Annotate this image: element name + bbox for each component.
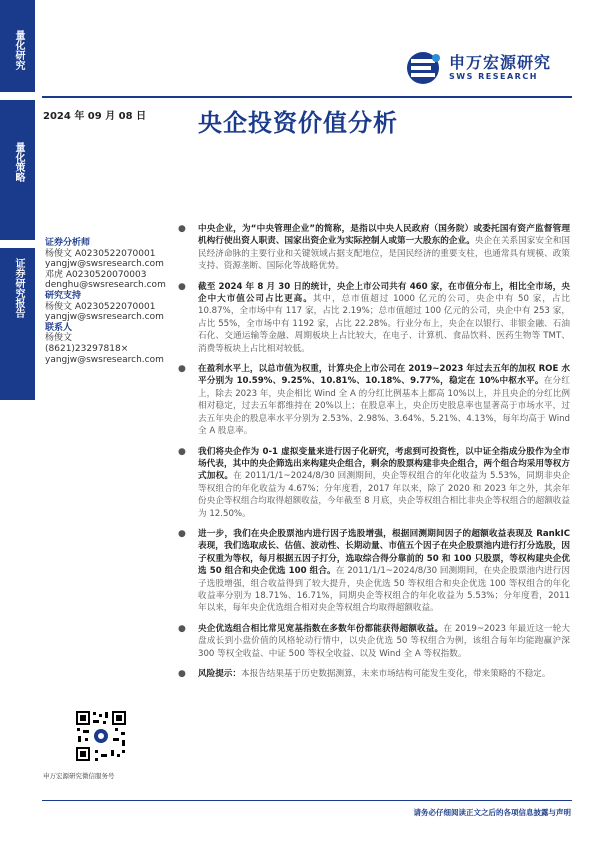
- bullet-bold: 进一步，我们在央企股票池内进行因子选股增强，根据回测期间因子的超额收益表现及 RankIC 表现，我们选取成长、估值、波动性、长期动量、市值五个因子在央企股票池内进行打分选股，因子权重为等权，每月根据五因子打分，选取综合得分靠前的 50 和 100 只股票，等权构建央企优选 50 组合和央企优选 100 组合。: [198, 528, 570, 577]
- summary-bullet: [178, 446, 570, 520]
- bullet-dot: ●: [178, 446, 186, 457]
- disclosure-note: 请务必仔细阅读正文之后的各项信息披露与声明: [413, 808, 571, 817]
- contact-heading: 联系人: [45, 322, 73, 333]
- bullet-text: 央企在关系国家安全和国民经济命脉的主要行业和关键领域占据支配地位，是国民经济的重要支柱，也通常具有规模、政策支持、资源垄断、国际化等战略优势。: [198, 236, 570, 272]
- analyst-email[interactable]: denghu@swsresearch.com: [45, 280, 166, 291]
- summary-bullets: [178, 223, 570, 688]
- analyst-line: 邓虎 A0230520070003: [45, 269, 147, 280]
- bullet-dot: ●: [178, 528, 186, 539]
- summary-bullet: [178, 281, 570, 355]
- logo-english-name: SWS RESEARCH: [449, 72, 538, 81]
- bullet-text: 在 2011/1/1~2024/8/30 回测期间，在央企股票池内进行因子选股增强，组合收益得到了较大提升，央企优选 50 等权组合和央企优选 100 等权组合的年化收益率分别为 18.71%、16.71%，同期央企等权组合的年化收益为 5.53%；分年度看，2011 年以来，每年央企优选组合相对央企等权组合均取得超额收益。: [198, 566, 570, 614]
- sidebar-tag-report-type: 证券研究报告: [13, 258, 24, 318]
- sidebar-tag-quant-strategy: 量化策略: [13, 142, 24, 182]
- bullet-bold: 风险提示：: [198, 669, 241, 679]
- footer-divider: [42, 800, 572, 801]
- bullet-bold: 截至 2024 年 8 月 30 日的统计，央企上市公司共有 460 家，在市值分布上，相比全市场，央企中大市值公司占比更高。: [198, 281, 570, 305]
- bullet-bold: 央企优选组合相比常见宽基指数在多数年份都能获得超额收益。: [198, 623, 444, 634]
- bullet-bold: 中央企业，为“中央管理企业”的简称，是指以中央人民政府（国务院）或委托国有资产监督管理机构行使出资人职责、国家出资企业为实际控制人或第一大股东的企业。: [198, 224, 570, 247]
- research-support-heading: 研究支持: [45, 290, 82, 301]
- contact-email[interactable]: yangjw@swsresearch.com: [45, 354, 164, 365]
- analyst-info: [45, 238, 195, 365]
- contact-phone: (8621)23297818×: [45, 343, 129, 354]
- header-divider: [42, 96, 572, 98]
- bullet-dot: ●: [178, 364, 186, 375]
- summary-bullet: [178, 223, 570, 273]
- summary-bullet: [178, 623, 570, 660]
- bullet-text: 在 2011/1/1~2024/8/30 回测期间，央企等权组合的年化收益为 5.53%，同期非央企等权组合的年化收益为 4.67%；分年度看，2017 年以来，除了 2020 和 2023 年之外，其余年份央企等权组合均取得超额收益，今年截至 8 月底，央企等权组合相比非央企等权组合的超额收益为 12.50%。: [198, 471, 570, 519]
- bullet-text: 其中，总市值超过 1000 亿元的公司，央企中有 50 家，占比 10.87%，全市场中有 117 家，占比 2.19%；总市值超过 100 亿元的公司，央企中有 253 家，占比 55%，全市场中有 1192 家，占比 22.28%。行业分布上，央企在以银行、非银金融、石油石化、交通运输等金融、周期板块上占比较大，在电子、计算机、食品饮料、医药生物等 TMT、消费等板块上占比相对较低。: [198, 294, 570, 354]
- summary-bullet: [178, 668, 570, 680]
- support-email[interactable]: yangjw@swsresearch.com: [45, 312, 164, 323]
- logo-chinese-name: 申万宏源研究: [449, 53, 552, 72]
- summary-bullet: [178, 363, 570, 437]
- bullet-bold: 我们将央企作为 0-1 虚拟变量来进行因子化研究，考虑到可投资性，以中证全指成分股作为全市场代表，其中的央企筛选出来构建央企组合，剩余的股票构建非央企组合，两个组合均采用等权方式加权。: [198, 446, 570, 482]
- bullet-bold: 在盈利水平上，以总市值为权重，计算央企上市公司在 2019~2023 年过去五年的加权 ROE 水平分别为 10.59%、9.25%、10.81%、10.18%、9.77%，稳定在 10%中枢水平。: [198, 364, 570, 387]
- sws-logo: [405, 50, 565, 86]
- bullet-text: 在分红上，除去 2023 年，央企相比 Wind 全 A 的分红比例基本上都高 10%以上，并且央企的分红比例相对稳定，过去五年都维持在 20%以上；在股息率上，央企历史股息率也显著高于市场水平，过去五年央企的股息率水平分别为 2.53%、2.98%、3.64%、5.21%、4.13%，每年均高于 Wind 全 A 股息率。: [198, 376, 570, 437]
- qr-code-label: 申万宏源研究微信服务号: [43, 772, 115, 780]
- sidebar-tag-quant-research: 量化研究: [13, 30, 24, 70]
- page-title: 央企投资价值分析: [198, 109, 398, 137]
- bullet-dot: ●: [178, 623, 186, 634]
- sws-logo-icon: [405, 50, 443, 86]
- sidebar: [0, 0, 35, 841]
- summary-bullet: [178, 528, 570, 615]
- qr-code-icon[interactable]: [75, 710, 127, 762]
- bullet-dot: ●: [178, 281, 186, 292]
- report-date: 2024 年 09 月 08 日: [43, 111, 147, 122]
- analyst-line: 杨俊文 A0230522070001: [45, 248, 156, 259]
- contact-name: 杨俊文: [45, 333, 73, 344]
- bullet-dot: ●: [178, 224, 186, 234]
- analyst-email[interactable]: yangjw@swsresearch.com: [45, 259, 164, 270]
- bullet-dot: ●: [178, 669, 186, 679]
- support-line: 杨俊文 A0230522070001: [45, 301, 156, 312]
- bullet-text: 在 2019~2023 年最近这一轮大盘成长到小盘价值的风格轮动行情中，以央企优选 50 等权组合为例，该组合每年均能跑赢沪深 300 等权全收益、中证 500 等权全收益、以及 Wind 全 A 等权指数。: [198, 623, 570, 659]
- bullet-text: 本报告结果基于历史数据测算，未来市场结构可能发生变化，带来策略的不稳定。: [240, 669, 551, 679]
- analyst-heading: 证券分析师: [45, 238, 91, 248]
